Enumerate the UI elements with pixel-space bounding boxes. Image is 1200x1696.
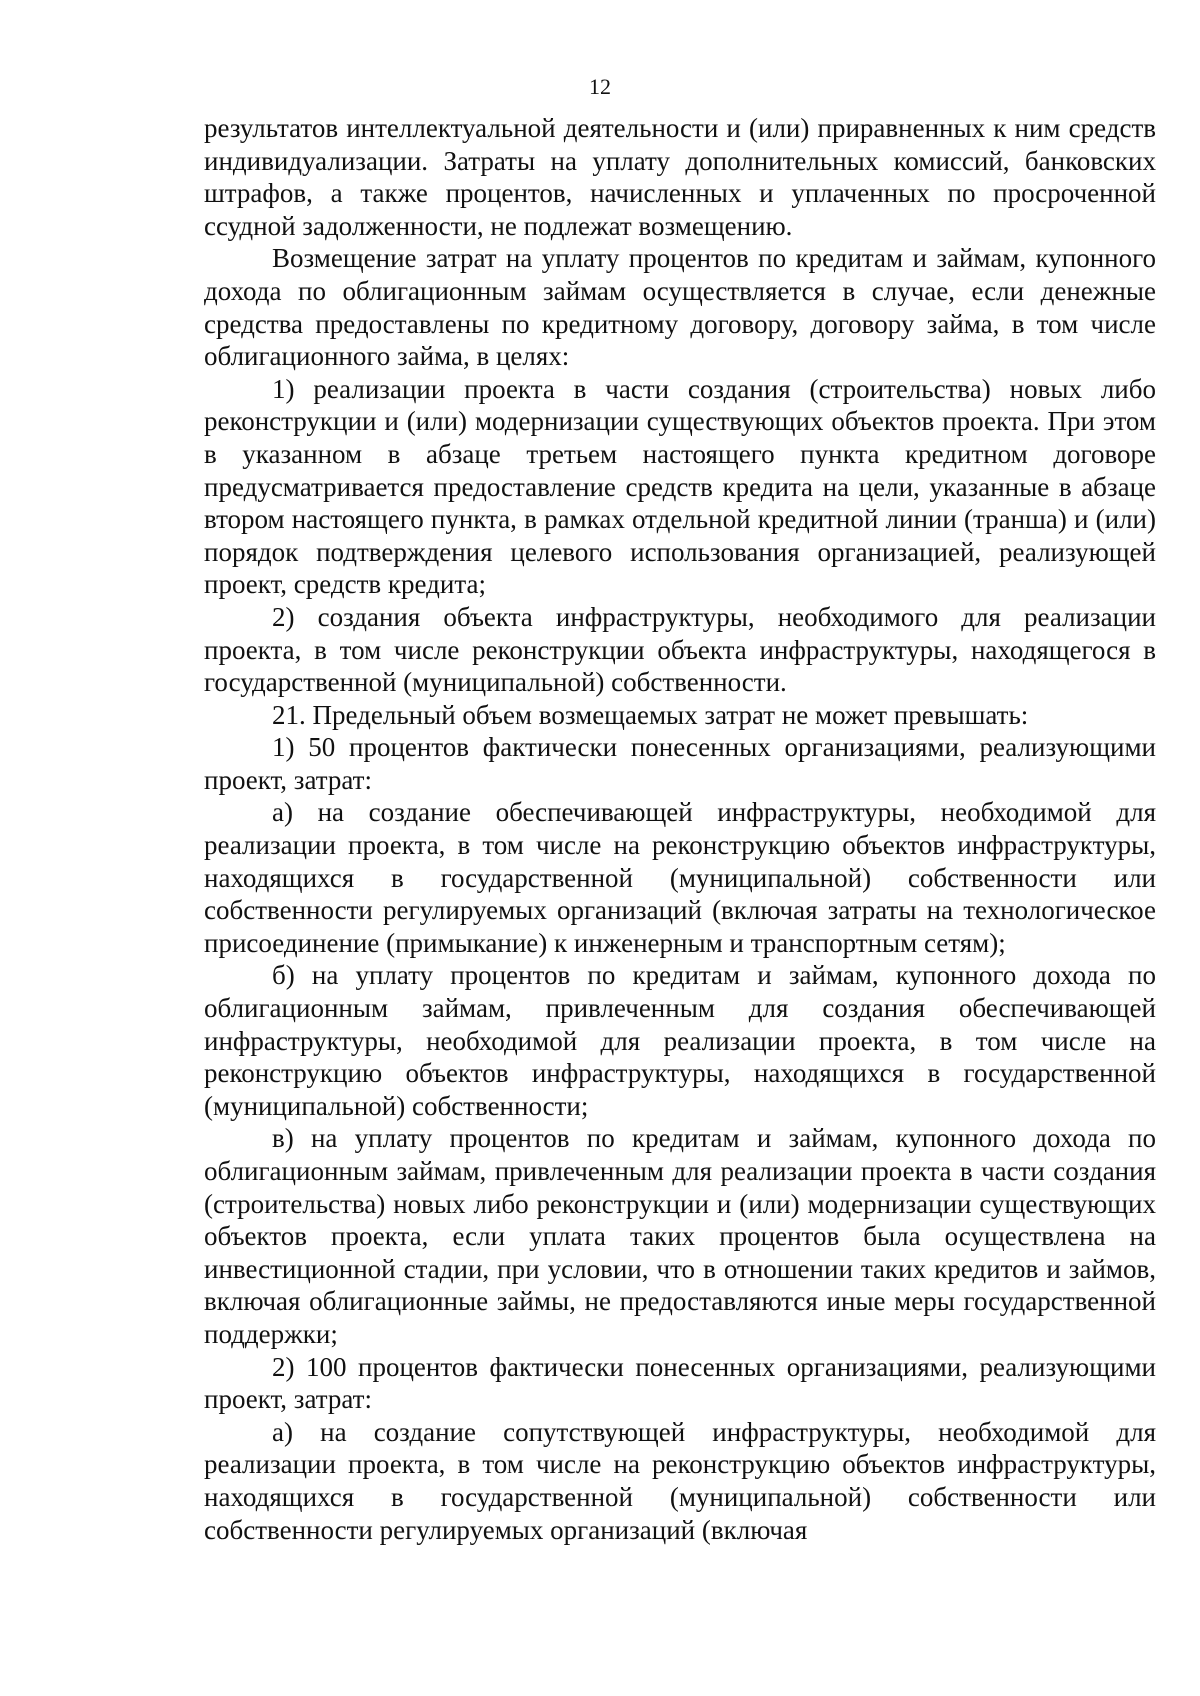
list-item-1-project-implementation: 1) реализации проекта в части создания (строительства) новых либо реконструкции и (или) модернизации существующих объектов проекта. При этом в указанном в абзаце третьем настоящего пункта кредитном договоре предусматривается предоставление средств кредита на цели, указанные в абзаце втором настоящего пункта, в рамках отдельной кредитной линии (транша) и (или) порядок подтверждения целевого использования организацией, реализующей проект, средств кредита; <box>204 373 1156 600</box>
document-body <box>204 112 1156 1546</box>
page-number: 12 <box>589 74 611 99</box>
list-item-2-infrastructure: 2) создания объекта инфраструктуры, необходимого для реализации проекта, в том числе реконструкции объекта инфраструктуры, находящегося в государственной (муниципальной) собственности. <box>204 601 1156 698</box>
clause-21-heading: 21. Предельный объем возмещаемых затрат не может превышать: <box>272 699 1029 730</box>
subitem-a-accompanying-infrastructure: а) на создание сопутствующей инфраструктуры, необходимой для реализации проекта, в том числе на реконструкцию объектов инфраструктуры, находящихся в государственной (муниципальной) собственности или собственности регулируемых организаций (включая <box>204 1416 1156 1545</box>
paragraph-continuation: результатов интеллектуальной деятельности и (или) приравненных к ним средств индивидуализации. Затраты на уплату дополнительных комиссий, банковских штрафов, а также процентов, начисленных и уплаченных по просроченной ссудной задолженности, не подлежат возмещению. <box>204 113 1156 241</box>
subitem-a-supporting-infrastructure: а) на создание обеспечивающей инфраструктуры, необходимой для реализации проекта, в том числе на реконструкцию объектов инфраструктуры, находящихся в государственной (муниципальной) собственности или собственности регулируемых организаций (включая затраты на технологическое присоединение (примыкание) к инженерным и транспортным сетям); <box>204 797 1156 958</box>
subitem-v-project-loan-interest: в) на уплату процентов по кредитам и займам, купонного дохода по облигационным займам, привлеченным для реализации проекта в части создания (строительства) новых либо реконструкции и (или) модернизации существующих объектов проекта, если уплата таких процентов была осуществлена на инвестиционной стадии, при условии, что в отношении таких кредитов и займов, включая облигационные займы, не предоставляются иные меры государственной поддержки; <box>204 1123 1156 1349</box>
subitem-b-loan-interest: б) на уплату процентов по кредитам и займам, купонного дохода по облигационным займам, привлеченным для создания обеспечивающей инфраструктуры, необходимой для реализации проекта, в том числе на реконструкцию объектов инфраструктуры, находящихся в государственной (муниципальной) собственности; <box>204 960 1156 1121</box>
paragraph-interest-reimbursement: Возмещение затрат на уплату процентов по кредитам и займам, купонного дохода по облигационным займам осуществляется в случае, если денежные средства предоставлены по кредитному договору, договору займа, в том числе облигационного займа, в целях: <box>204 243 1156 372</box>
list-item-2-hundred-percent: 2) 100 процентов фактически понесенных организациями, реализующими проект, затрат: <box>204 1351 1156 1415</box>
list-item-1-fifty-percent: 1) 50 процентов фактически понесенных организациями, реализующими проект, затрат: <box>204 732 1156 795</box>
